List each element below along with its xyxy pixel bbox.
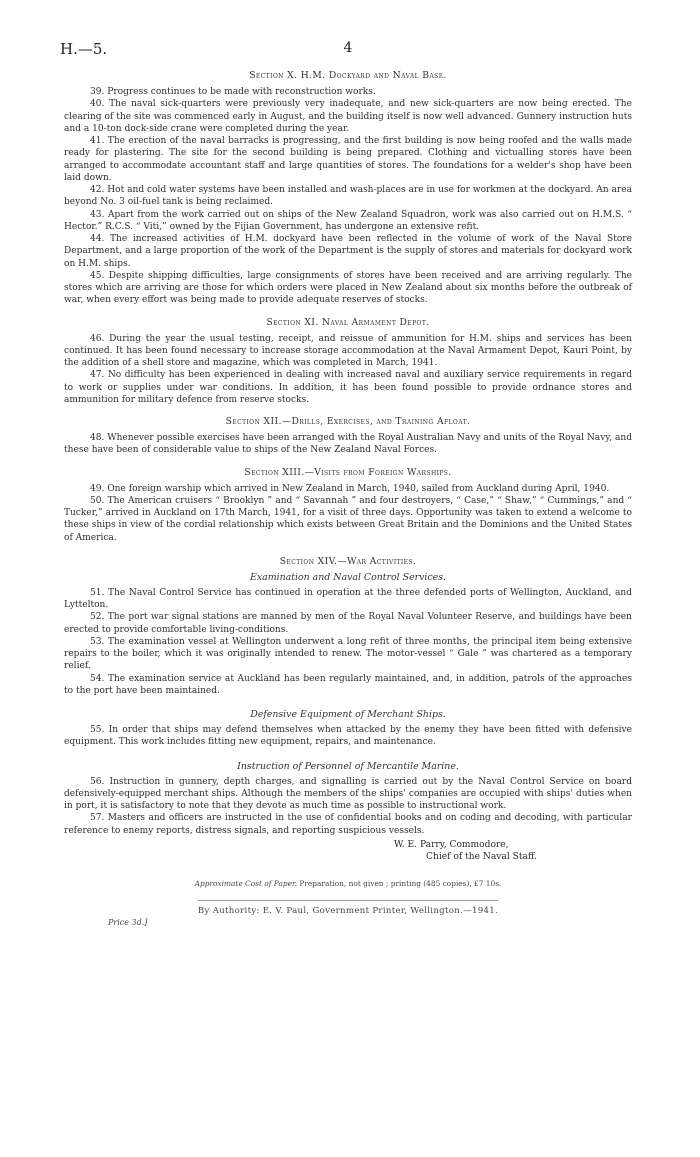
paragraph: 47. No difficulty has been experienced in dealing with increased naval and auxiliary service requirements in regard to work or supplies under war conditions. In addition, it has been found possible to provide ordnance stores and ammunition for military defence from reserve stocks. (64, 370, 632, 405)
paragraph: 40. The naval sick-quarters were previously very inadequate, and new sick-quarters are now being erected. The clearing of the site was commenced early in August, and the building itself is now well advanced. Gunnery instruction huts and a 10-ton dock-side crane were completed during the year. (64, 99, 632, 134)
paragraph: 53. The examination vessel at Wellington underwent a long refit of three months, the principal item being extensive repairs to the boiler, which it was originally intended to renew. The motor-vessel “ Gale ” was chartered as a temporary relief. (64, 636, 632, 672)
document-reference: H.—5. (60, 40, 108, 58)
printer-authority: By Authority: E. V. Paul, Government Printer, Wellington.—1941. (197, 906, 499, 917)
paragraph: 50. The American cruisers “ Brooklyn ” and “ Savannah ” and four destroyers, “ Case,” “ Shaw,” “ Cummings,” and “ Tucker,” arrived in Auckland on 17th March, 1941, for a visit of three days. Opportunity was taken to extend a welcome to these ships in view of the cordial relationship which exists between Great Britain and the Dominions and the United States of America. (64, 495, 632, 543)
war-activities-section (64, 556, 632, 837)
paragraph: 41. The erection of the naval barracks is progressing, and the first building is now being roofed and the walls made ready for plastering. The site for the second building is being prepared. Clothing and victualling stores have been arranged to accommodate accountant staff and large quantities of stores. The foundations for a welder's shop have been laid down. (64, 136, 632, 183)
footer-divider (198, 900, 498, 901)
subsection-heading: Defensive Equipment of Merchant Ships. (250, 709, 446, 720)
paragraph: 43. Apart from the work carried out on ships of the New Zealand Squadron, work was also carried out on H.M.S. “ Hector.” R.C.S. “ Viti,” owned by the Fijian Government, has undergone an extensive refit. (64, 209, 632, 232)
subsection-heading: Examination and Naval Control Services. (250, 571, 446, 583)
signature-block (64, 839, 632, 864)
section-heading: Section XII.—Drills, Exercises, and Training Afloat. (225, 416, 471, 427)
section (64, 317, 632, 407)
section-heading: Section XIII.—Visits from Foreign Warships. (244, 466, 452, 478)
section-heading: Section X. H.M. Dockyard and Naval Base. (249, 70, 447, 81)
paragraph: 39. Progress continues to be made with reconstruction works. (90, 87, 376, 97)
sections-container (64, 70, 632, 544)
signatory-title: Chief of the Naval Staff. (426, 852, 537, 863)
paragraph: 44. The increased activities of H.M. dockyard have been reflected in the volume of work of the Naval Store Department, and a large proportion of the work of the Department is the supply of stores and materials for dockyard work on H.M. ships. (64, 234, 632, 269)
section (64, 467, 632, 544)
paragraph: 51. The Naval Control Service has continued in operation at the three defended ports of Wellington, Auckland, and Lyttelton. (64, 587, 632, 610)
cost-text: Preparation, not given ; printing (485 copies), £7 10s. (299, 879, 502, 889)
paragraph: 56. Instruction in gunnery, depth charges, and signalling is carried out by the Naval Control Service on board defensively-equipped merchant ships. Although the members of the ships' companies are occupied with ships' duties when in port, it is satisfactory to note that they devote as much time as possible to instructional work. (64, 776, 632, 811)
section (64, 70, 632, 307)
cost-label: Approximate Cost of Paper. (194, 879, 298, 889)
cost-note (64, 879, 632, 888)
paragraph: 48. Whenever possible exercises have been arranged with the Royal Australian Navy and units of the Royal Navy, and these have been of considerable value to ships of the New Zealand Naval Forces. (64, 433, 632, 456)
paragraph: 45. Despite shipping difficulties, large consignments of stores have been received and are arriving regularly. The stores which are arriving are those for which orders were placed in New Zealand about six months before the outbreak of war, when every effort was being made to provide adequate reserves of stocks. (64, 270, 632, 306)
paragraph: 46. During the year the usual testing, receipt, and reissue of ammunition for H.M. ships and services has been continued. It has been found necessary to increase storage accommodation at the Naval Armament Depot, Kauri Point, by the addition of a shell store and magazine, which was completed in March, 1941. (64, 333, 632, 368)
section-heading: Section XI. Naval Armament Depot. (266, 316, 430, 328)
paragraph: 49. One foreign warship which arrived in New Zealand in March, 1940, sailed from Auckland during April, 1940. (90, 483, 610, 494)
paragraph: 52. The port war signal stations are manned by men of the Royal Naval Volunteer Reserve, and buildings have been erected to provide comfortable living-conditions. (64, 612, 632, 635)
paragraph: 55. In order that ships may defend themselves when attacked by the enemy they have been fitted with defensive equipment. This work includes fitting new equipment, repairs, and maintenance. (64, 725, 632, 748)
paragraph: 42. Hot and cold water systems have been installed and wash-places are in use for workmen at the dockyard. An area beyond No. 3 oil-fuel tank is being reclaimed. (64, 185, 632, 208)
section (64, 416, 632, 457)
paragraph: 57. Masters and officers are instructed in the use of confidential books and on coding and decoding, with particular reference to enemy reports, distress signals, and reporting suspicious vessels. (64, 813, 632, 836)
page-number: 4 (343, 40, 353, 56)
subsection-heading: Instruction of Personnel of Mercantile Marine. (237, 760, 459, 772)
section-heading: Section XIV.—War Activities. (279, 555, 417, 567)
price-note: Price 3d.] (108, 918, 148, 928)
paragraph: 54. The examination service at Auckland has been regularly maintained, and, in addition, patrols of the approaches to the port have been maintained. (64, 673, 632, 696)
page-header (60, 32, 632, 60)
signatory-name: W. E. Parry, Commodore, (394, 839, 509, 850)
